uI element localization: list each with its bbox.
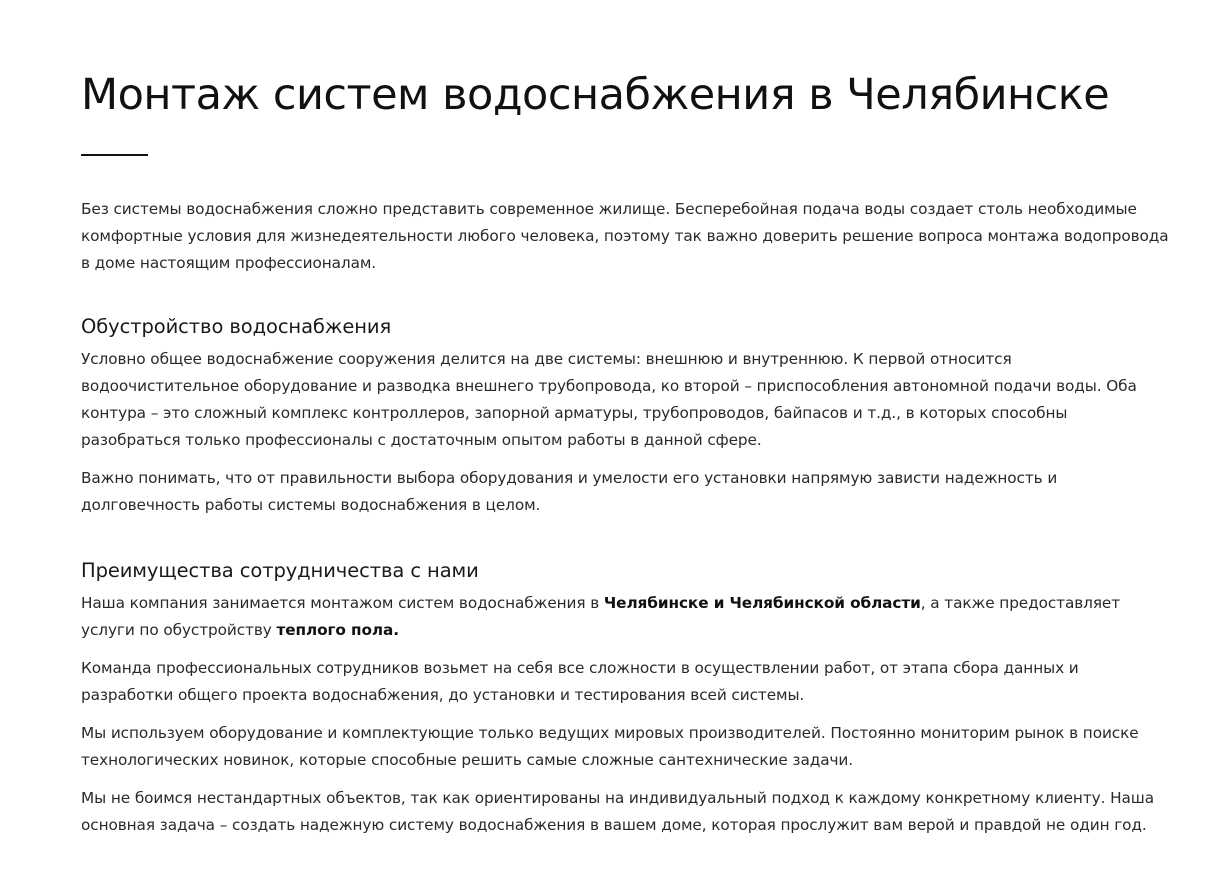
benefits-paragraph-4: Мы не боимся нестандартных объектов, так как ориентированы на индивидуальный подход к каждому конкретному клиенту. Наша основная задача – создать надежную систему водоснабжения в вашем доме, которая прослужит вам верой и правдой не один год. [81,789,1154,834]
page-title: Монтаж систем водоснабжения в Челябинске [81,70,1110,120]
title-underline [81,154,148,156]
benefits-paragraph-3: Мы используем оборудование и комплектующие только ведущих мировых производителей. Постоянно мониторим рынок в поиске технологических новинок, которые способные решить самые сложные сантехнические задачи. [81,724,1139,769]
section-heading-devices: Обустройство водоснабжения [81,315,392,338]
benefits-p1-text-1: Наша компания занимается монтажом систем водоснабжения в [81,594,604,612]
benefits-paragraph-1 [81,590,1171,644]
benefits-p1-bold-region: Челябинске и Челябинской области [603,594,921,612]
benefits-paragraph-2: Команда профессиональных сотрудников возьмет на себя все сложности в осуществлении работ, от этапа сбора данных и разработки общего проекта водоснабжения, до установки и тестирования всей системы. [81,659,1079,704]
benefits-p1-bold-floor: теплого пола. [276,621,399,639]
devices-paragraph-2: Важно понимать, что от правильности выбора оборудования и умелости его установки напрямую зависти надежность и долговечность работы системы водоснабжения в целом. [81,469,1058,514]
section-heading-benefits: Преимущества сотрудничества с нами [81,559,479,582]
article-body [81,196,1171,850]
devices-paragraph-1: Условно общее водоснабжение сооружения делится на две системы: внешнюю и внутреннюю. К первой относится водоочистительное оборудование и разводка внешнего трубопровода, ко второй – приспособления автономной подачи воды. Оба контура – это сложный комплекс контроллеров, запорной арматуры, трубопроводов, байпасов и т.д., в которых способны разобраться только профессионалы с достаточным опытом работы в данной сфере. [81,350,1137,449]
benefits-p1-text-2: , а также предоставляет услуги по обустройству [81,594,1121,639]
intro-paragraph: Без системы водоснабжения сложно представить современное жилище. Бесперебойная подача воды создает столь необходимые комфортные условия для жизнедеятельности любого человека, поэтому так важно доверить решение вопроса монтажа водопровода в доме настоящим профессионалам. [81,200,1169,272]
